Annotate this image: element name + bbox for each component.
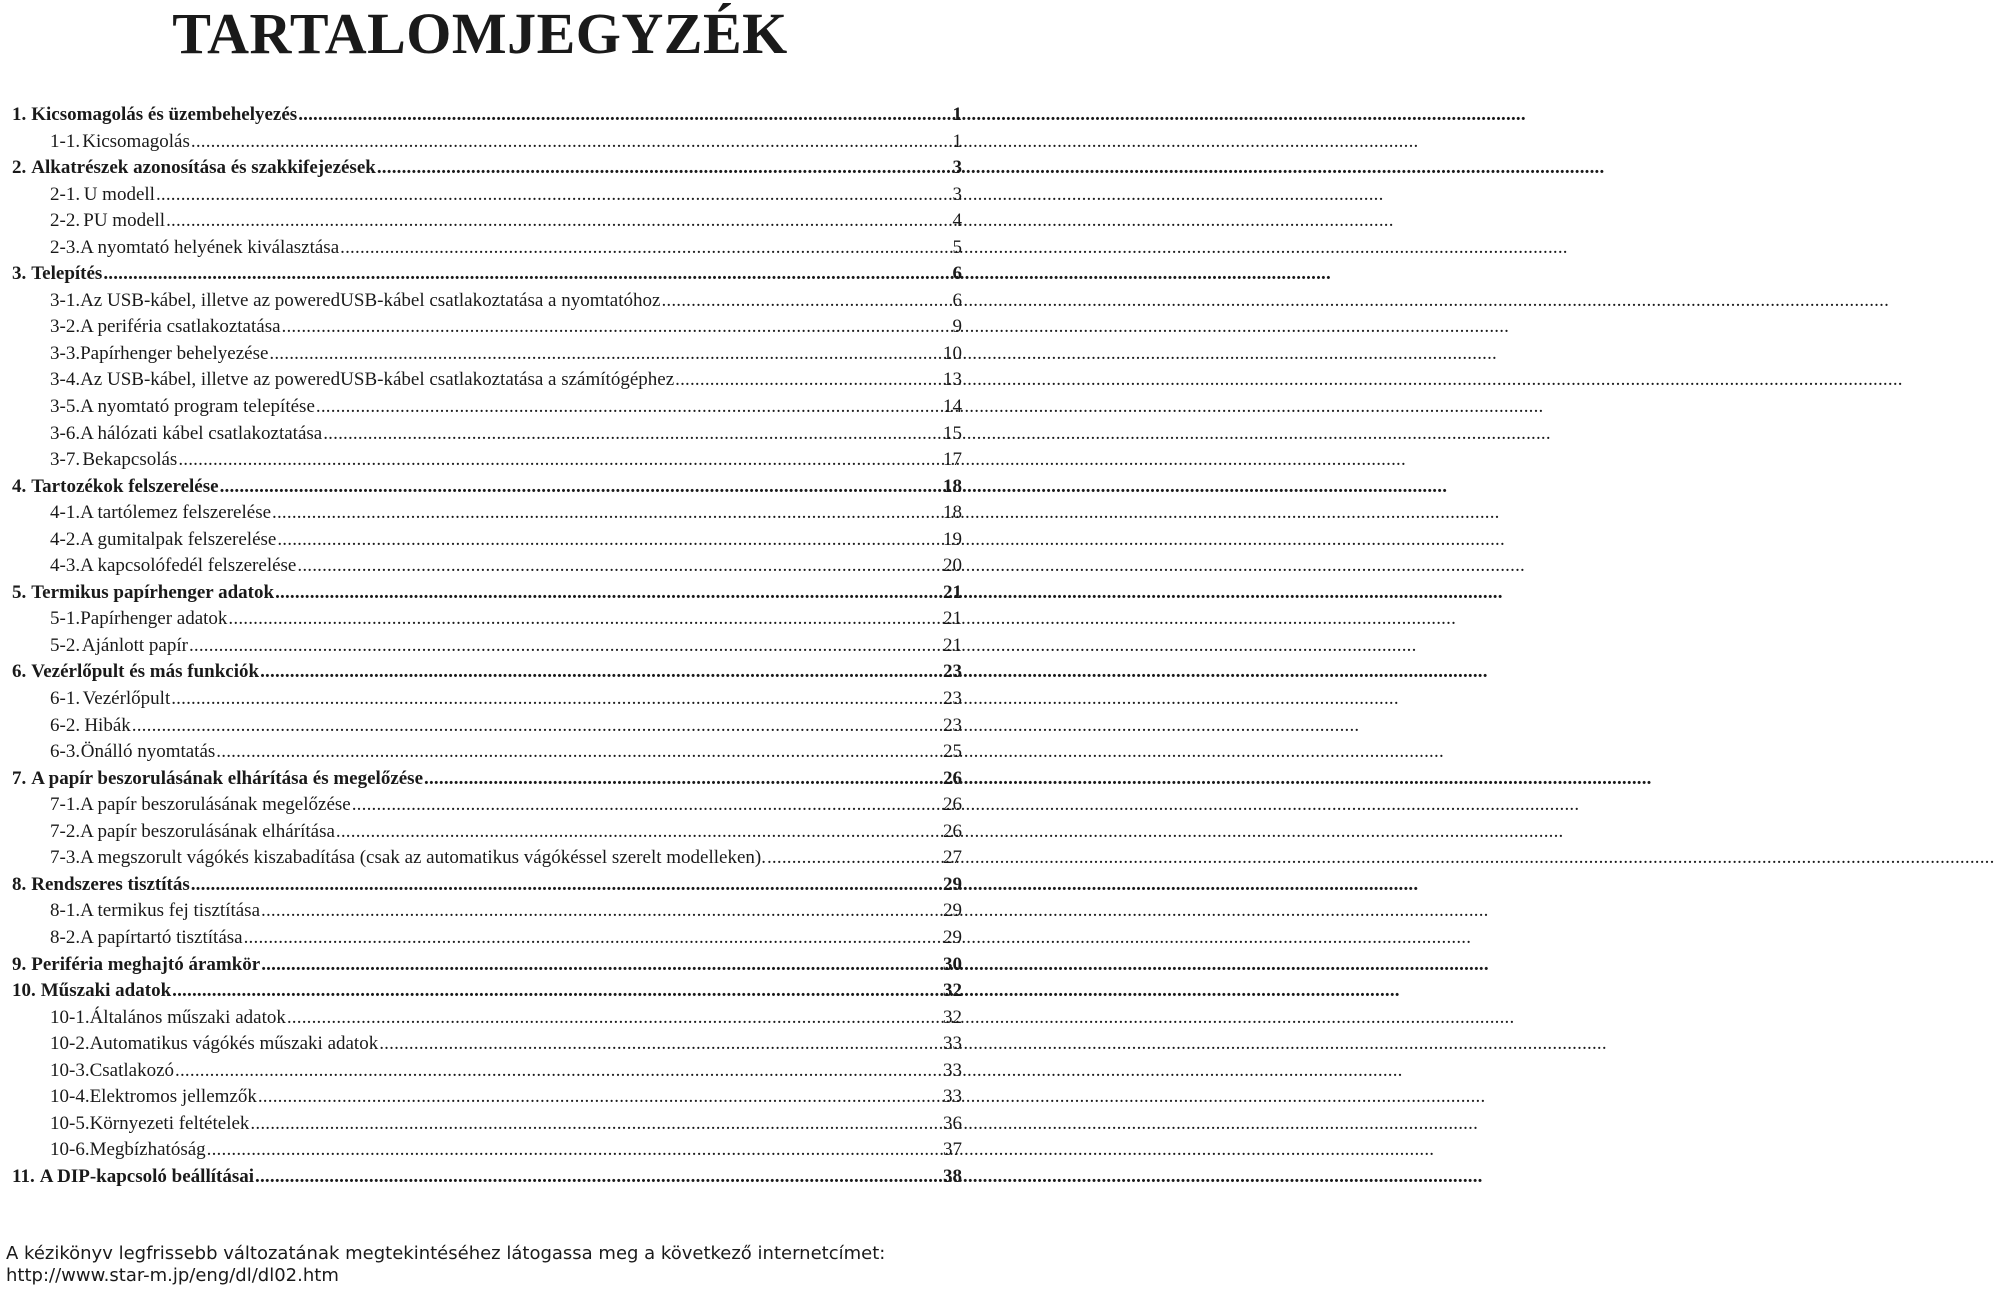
- toc-page-number: 33: [943, 1086, 962, 1108]
- toc-page-number: 20: [943, 555, 962, 577]
- toc-page-number: 32: [943, 1006, 962, 1028]
- toc-section[interactable]: [12, 633, 962, 660]
- toc-chapter[interactable]: [12, 978, 962, 1005]
- toc-leader-dots: [103, 261, 951, 287]
- toc-leader-dots: [767, 845, 942, 871]
- toc-page-number: 9: [952, 316, 962, 338]
- toc-section[interactable]: [12, 129, 962, 156]
- toc-title: A megszorult vágókés kiszabadítása (csak az automatikus vágókéssel szerelt modelleken).: [80, 847, 766, 869]
- toc-number: 3-5.: [50, 396, 81, 418]
- toc-page-number: 27: [943, 847, 962, 869]
- toc-leader-dots: [282, 314, 952, 340]
- toc-title: PU modell: [83, 210, 166, 232]
- toc-section[interactable]: [12, 447, 962, 474]
- toc-page-number: 1: [952, 130, 962, 152]
- toc-leader-dots: [191, 129, 952, 155]
- toc-leader-dots: [323, 421, 942, 447]
- toc-chapter[interactable]: [12, 155, 962, 182]
- toc-number: 7-2.: [50, 820, 81, 842]
- table-of-contents: [12, 102, 962, 1190]
- toc-title: A DIP-kapcsoló beállításai: [39, 1165, 255, 1187]
- toc-chapter[interactable]: [12, 1164, 962, 1191]
- toc-number: 4.: [12, 475, 27, 497]
- toc-leader-dots: [287, 1005, 942, 1031]
- toc-leader-dots: [377, 155, 952, 181]
- toc-page-number: 21: [943, 581, 962, 603]
- toc-title: A tartólemez felszerelése: [80, 502, 272, 524]
- toc-page-number: 23: [943, 688, 962, 710]
- toc-number: 6-3.: [50, 741, 81, 763]
- toc-number: 6.: [12, 661, 27, 683]
- toc-leader-dots: [244, 925, 942, 951]
- toc-page-number: 33: [943, 1033, 962, 1055]
- toc-section[interactable]: [12, 713, 962, 740]
- toc-title: Az USB-kábel, illetve az poweredUSB-kábel csatlakoztatása a nyomtatóhoz: [80, 289, 661, 311]
- toc-leader-dots: [156, 182, 952, 208]
- toc-section[interactable]: [12, 925, 962, 952]
- toc-number: 5-2.: [50, 634, 81, 656]
- toc-number: 2-2.: [50, 210, 81, 232]
- toc-section[interactable]: [12, 606, 962, 633]
- toc-section[interactable]: [12, 394, 962, 421]
- toc-number: 7-3.: [50, 847, 81, 869]
- toc-number: 3-6.: [50, 422, 81, 444]
- toc-title: A termikus fej tisztítása: [80, 900, 261, 922]
- toc-leader-dots: [340, 235, 951, 261]
- toc-section[interactable]: [12, 421, 962, 448]
- toc-title: Hibák: [84, 714, 131, 736]
- toc-leader-dots: [352, 792, 942, 818]
- toc-page-number: 29: [943, 873, 962, 895]
- toc-leader-dots: [297, 553, 942, 579]
- toc-leader-dots: [175, 1058, 942, 1084]
- toc-section[interactable]: [12, 686, 962, 713]
- toc-title: Automatikus vágókés műszaki adatok: [89, 1033, 379, 1055]
- toc-chapter[interactable]: [12, 580, 962, 607]
- toc-page-number: 32: [943, 980, 962, 1002]
- toc-title: Papírhenger behelyezése: [80, 342, 269, 364]
- toc-title: A nyomtató program telepítése: [80, 396, 315, 418]
- toc-section[interactable]: [12, 1111, 962, 1138]
- toc-title: A papírtartó tisztítása: [80, 926, 243, 948]
- toc-section[interactable]: [12, 1005, 962, 1032]
- toc-number: 10.: [12, 980, 36, 1002]
- toc-title: Kicsomagolás és üzembehelyezés: [31, 104, 298, 125]
- toc-number: 1-1.: [50, 130, 81, 152]
- toc-section[interactable]: [12, 553, 962, 580]
- toc-page-number: 29: [943, 900, 962, 922]
- toc-chapter[interactable]: [12, 659, 962, 686]
- toc-section[interactable]: [12, 341, 962, 368]
- toc-leader-dots: [189, 633, 942, 659]
- toc-leader-dots: [675, 367, 942, 393]
- toc-title: Tartozékok felszerelése: [31, 475, 219, 497]
- toc-number: 8-2.: [50, 926, 81, 948]
- toc-title: Termikus papírhenger adatok: [31, 581, 275, 603]
- toc-number: 10-3.: [50, 1059, 90, 1081]
- toc-title: A papír beszorulásának elhárítása: [80, 820, 335, 842]
- toc-page-number: 5: [952, 236, 962, 258]
- toc-section[interactable]: [12, 314, 962, 341]
- toc-page-number: 21: [943, 608, 962, 630]
- toc-page-number: 19: [943, 528, 962, 550]
- toc-page-number: 26: [943, 820, 962, 842]
- footer-url[interactable]: http://www.star-m.jp/eng/dl/dl02.htm: [6, 1265, 339, 1286]
- toc-page-number: 6: [952, 289, 962, 311]
- toc-number: 6-2.: [50, 714, 81, 736]
- toc-page-number: 3: [952, 183, 962, 205]
- toc-title: Műszaki adatok: [40, 980, 172, 1002]
- toc-section[interactable]: [12, 527, 962, 554]
- toc-number: 3-2.: [50, 316, 81, 338]
- toc-page-number: 26: [943, 767, 962, 789]
- toc-title: Rendszeres tisztítás: [31, 873, 190, 895]
- toc-page-number: 36: [943, 1112, 962, 1134]
- toc-page-number: 37: [943, 1139, 962, 1161]
- toc-section[interactable]: [12, 288, 962, 315]
- toc-title: A papír beszorulásának elhárítása és megelőzése: [31, 767, 424, 789]
- toc-page-number: 1: [952, 104, 962, 125]
- toc-page-number: 10: [943, 342, 962, 364]
- toc-leader-dots: [316, 394, 942, 420]
- toc-title: U modell: [83, 183, 155, 205]
- toc-number: 8-1.: [50, 900, 81, 922]
- toc-title: Környezeti feltételek: [89, 1112, 250, 1134]
- toc-page-number: 23: [943, 661, 962, 683]
- toc-title: Önálló nyomtatás: [80, 741, 216, 763]
- toc-chapter[interactable]: [12, 102, 962, 129]
- toc-title: Az USB-kábel, illetve az poweredUSB-kábel csatlakoztatása a számítógéphez: [80, 369, 675, 391]
- toc-chapter[interactable]: [12, 872, 962, 899]
- toc-title: A periféria csatlakoztatása: [80, 316, 281, 338]
- toc-leader-dots: [661, 288, 951, 314]
- toc-number: 2-3.: [50, 236, 81, 258]
- toc-leader-dots: [132, 713, 942, 739]
- toc-section[interactable]: [12, 500, 962, 527]
- toc-number: 9.: [12, 953, 27, 975]
- toc-leader-dots: [260, 659, 942, 685]
- toc-number: 4-1.: [50, 502, 81, 524]
- toc-number: 3.: [12, 263, 27, 285]
- toc-page-number: 30: [943, 953, 962, 975]
- toc-number: 10-4.: [50, 1086, 90, 1108]
- toc-chapter[interactable]: [12, 952, 962, 979]
- toc-page-number: 15: [943, 422, 962, 444]
- toc-page-number: 17: [943, 449, 962, 471]
- toc-chapter[interactable]: [12, 261, 962, 288]
- toc-leader-dots: [379, 1031, 942, 1057]
- toc-title: Papírhenger adatok: [80, 608, 228, 630]
- toc-title: Kicsomagolás: [82, 130, 190, 152]
- toc-number: 10-5.: [50, 1112, 90, 1134]
- toc-section[interactable]: [12, 1031, 962, 1058]
- toc-number: 2-1.: [50, 183, 81, 205]
- toc-leader-dots: [228, 606, 942, 632]
- toc-number: 7-1.: [50, 794, 81, 816]
- toc-number: 4-3.: [50, 555, 81, 577]
- toc-leader-dots: [275, 580, 942, 606]
- toc-title: A kapcsolófedél felszerelése: [80, 555, 297, 577]
- toc-number: 6-1.: [50, 688, 81, 710]
- toc-number: 3-1.: [50, 289, 81, 311]
- toc-number: 3-3.: [50, 342, 81, 364]
- toc-page-number: 26: [943, 794, 962, 816]
- toc-title: A gumitalpak felszerelése: [80, 528, 277, 550]
- footer-note: [6, 1243, 956, 1287]
- toc-leader-dots: [178, 447, 942, 473]
- toc-leader-dots: [166, 208, 951, 234]
- toc-leader-dots: [258, 1084, 942, 1110]
- toc-leader-dots: [171, 686, 942, 712]
- toc-page-number: 23: [943, 714, 962, 736]
- toc-title: A papír beszorulásának megelőzése: [80, 794, 351, 816]
- toc-title: Megbízhatóság: [89, 1139, 206, 1161]
- toc-number: 10-2.: [50, 1033, 90, 1055]
- toc-page-number: 38: [943, 1165, 962, 1187]
- toc-section[interactable]: [12, 1084, 962, 1111]
- toc-page-number: 29: [943, 926, 962, 948]
- toc-section[interactable]: [12, 819, 962, 846]
- toc-section[interactable]: [12, 845, 962, 872]
- toc-number: 7.: [12, 767, 27, 789]
- toc-leader-dots: [269, 341, 942, 367]
- toc-page-number: 25: [943, 741, 962, 763]
- toc-number: 10-6.: [50, 1139, 90, 1161]
- toc-title: Vezérlőpult: [82, 688, 171, 710]
- toc-number: 1.: [12, 104, 27, 125]
- toc-number: 11.: [12, 1165, 35, 1187]
- toc-title: Alkatrészek azonosítása és szakkifejezések: [31, 157, 376, 179]
- toc-page-number: 14: [943, 396, 962, 418]
- toc-chapter[interactable]: [12, 474, 962, 501]
- toc-leader-dots: [216, 739, 942, 765]
- toc-leader-dots: [272, 500, 942, 526]
- toc-section[interactable]: [12, 182, 962, 209]
- toc-section[interactable]: [12, 208, 962, 235]
- toc-page-number: 4: [952, 210, 962, 232]
- toc-title: Általános műszaki adatok: [89, 1006, 286, 1028]
- toc-leader-dots: [191, 872, 942, 898]
- toc-leader-dots: [250, 1111, 942, 1137]
- toc-leader-dots: [336, 819, 942, 845]
- toc-title: Periféria meghajtó áramkör: [31, 953, 261, 975]
- toc-title: A nyomtató helyének kiválasztása: [80, 236, 340, 258]
- toc-page-number: 18: [943, 502, 962, 524]
- toc-section[interactable]: [12, 1058, 962, 1085]
- toc-number: 5.: [12, 581, 27, 603]
- toc-page-number: 6: [952, 263, 962, 285]
- toc-leader-dots: [261, 898, 942, 924]
- toc-chapter[interactable]: [12, 766, 962, 793]
- toc-number: 4-2.: [50, 528, 81, 550]
- toc-title: Elektromos jellemzők: [89, 1086, 257, 1108]
- toc-leader-dots: [172, 978, 942, 1004]
- toc-number: 8.: [12, 873, 27, 895]
- toc-leader-dots: [261, 952, 942, 978]
- toc-title: Telepítés: [31, 263, 103, 285]
- toc-number: 2.: [12, 157, 27, 179]
- page-title: TARTALOMJEGYZÉK: [172, 1, 788, 66]
- toc-page-number: 3: [952, 157, 962, 179]
- toc-section[interactable]: [12, 739, 962, 766]
- toc-leader-dots: [277, 527, 942, 553]
- toc-leader-dots: [220, 474, 942, 500]
- toc-section[interactable]: [12, 367, 962, 394]
- toc-leader-dots: [424, 766, 942, 792]
- footer-text: A kézikönyv legfrissebb változatának megtekintéséhez látogassa meg a következő internetcímet:: [6, 1243, 886, 1264]
- toc-section[interactable]: [12, 792, 962, 819]
- toc-title: Bekapcsolás: [82, 449, 178, 471]
- toc-number: 10-1.: [50, 1006, 90, 1028]
- toc-number: 5-1.: [50, 608, 81, 630]
- toc-leader-dots: [207, 1137, 942, 1163]
- toc-title: Ajánlott papír: [81, 634, 188, 656]
- toc-title: Vezérlőpult és más funkciók: [31, 661, 260, 683]
- toc-page-number: 33: [943, 1059, 962, 1081]
- toc-number: 3-7.: [50, 449, 81, 471]
- toc-title: Csatlakozó: [89, 1059, 175, 1081]
- toc-section[interactable]: [12, 235, 962, 262]
- toc-section[interactable]: [12, 898, 962, 925]
- toc-leader-dots: [298, 102, 951, 128]
- toc-number: 3-4.: [50, 369, 81, 391]
- toc-section[interactable]: [12, 1137, 962, 1164]
- toc-page-number: 21: [943, 634, 962, 656]
- toc-page-number: 13: [943, 369, 962, 391]
- toc-leader-dots: [255, 1164, 942, 1190]
- toc-title: A hálózati kábel csatlakoztatása: [80, 422, 323, 444]
- toc-page-number: 18: [943, 475, 962, 497]
